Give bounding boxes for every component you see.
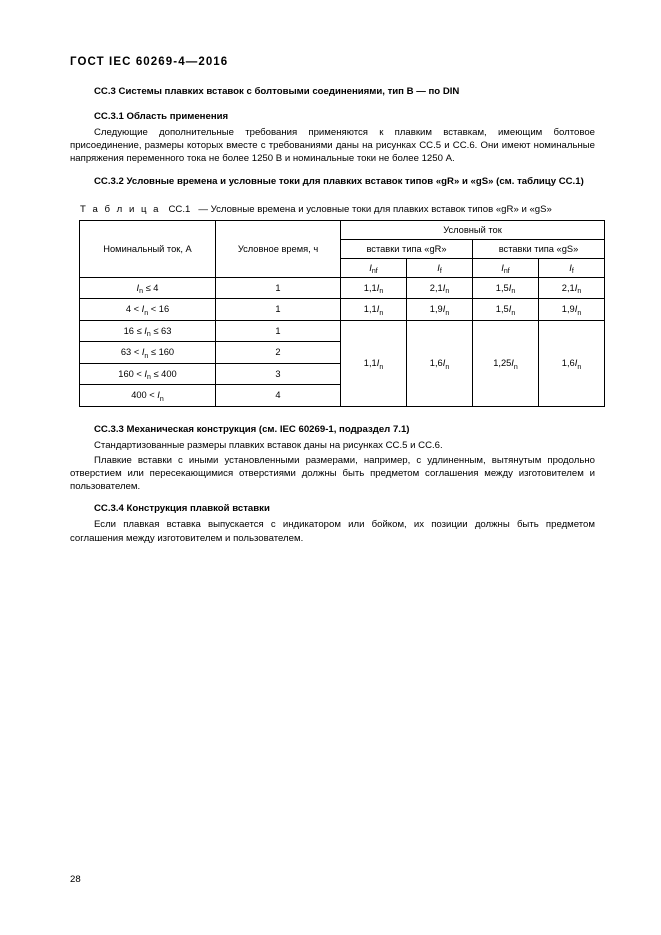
header-gr-inf: $I_{nf}$ — [341, 258, 407, 277]
paragraph-cc3-3-2: Плавкие вставки с иными установленными размерами, например, с удлиненным, вытянутым продольно отверстием или пересекающимися отверстиями должны быть предметом соглашения между изготовителем и пользователем. — [70, 454, 595, 493]
header-rated-current: Номинальный ток, А — [80, 220, 216, 277]
cell-rated-current: $I_n \le 4$ — [80, 277, 216, 299]
cell-gs-f: $1,9I_n$ — [539, 299, 605, 321]
cell-gr-f: $2,1I_n$ — [407, 277, 473, 299]
cell-gr-inf: $1,1I_n$ — [341, 299, 407, 321]
cell-time: 2 — [216, 342, 341, 364]
cell-time: 1 — [216, 277, 341, 299]
heading-cc3-2: CC.3.2 Условные времена и условные токи для плавких вставок типов «gR» и «gS» (см. таблицу CC.1) — [94, 175, 584, 187]
conventional-current-table — [79, 220, 605, 407]
cell-rated-current: $4 < I_n < 16$ — [80, 299, 216, 321]
header-type-gr: вставки типа «gR» — [341, 239, 473, 258]
table-caption — [70, 204, 595, 215]
cell-gs-inf: $1,5I_n$ — [473, 277, 539, 299]
cell-time: 3 — [216, 363, 341, 385]
cell-gr-inf-merged: $1,1I_n$ — [341, 320, 407, 406]
header-gr-f: $I_f$ — [407, 258, 473, 277]
table-row — [80, 320, 605, 342]
cell-gr-inf: $1,1I_n$ — [341, 277, 407, 299]
table-row — [80, 277, 605, 299]
heading-cc3-1: CC.3.1 Область применения — [94, 111, 229, 122]
page-number: 28 — [70, 874, 81, 885]
document-body — [70, 86, 595, 547]
paragraph-cc3-1: Следующие дополнительные требования применяются к плавким вставкам, имеющим болтовое присоединение, размеры которых вместе с требованиями даны на рисунках CC.5 и CC.6. Они имеют номинальные напряжения переменного тока не более 1250 В и номинальные токи не более 1250 А. — [70, 127, 595, 165]
cell-gs-f-merged: $1,6I_n$ — [539, 320, 605, 406]
table-caption-prefix: Т а б л и ц а — [80, 203, 161, 215]
heading-cc3: CC.3 Системы плавких вставок с болтовыми соединениями, тип B — по DIN — [94, 86, 460, 97]
cell-rated-current: $400 < I_n$ — [80, 385, 216, 407]
paragraph-cc3-4-1: Если плавкая вставка выпускается с индикатором или бойком, их позиции должны быть предметом соглашения между изготовителем и пользователем. — [70, 519, 595, 544]
header-conventional-current: Условный ток — [341, 220, 605, 239]
paragraph-cc3-3-1: Стандартизованные размеры плавких вставок даны на рисунках CC.5 и CC.6. — [94, 439, 443, 451]
heading-cc3-4: CC.3.4 Конструкция плавкой вставки — [94, 503, 270, 515]
table-caption-number: CC.1 — [168, 203, 191, 215]
cell-gr-f: $1,9I_n$ — [407, 299, 473, 321]
header-gs-inf: $I_{nf}$ — [473, 258, 539, 277]
cell-gs-inf: $1,5I_n$ — [473, 299, 539, 321]
header-gs-f: $I_f$ — [539, 258, 605, 277]
heading-cc3-3: CC.3.3 Механическая конструкция (см. IEC 60269-1, подраздел 7.1) — [94, 423, 410, 435]
table-header-row-1 — [80, 220, 605, 239]
header-type-gs: вставки типа «gS» — [473, 239, 605, 258]
page-header — [70, 56, 228, 68]
cell-rated-current: $63 < I_n \le 160$ — [80, 342, 216, 364]
cell-rated-current: $160 < I_n \le 400$ — [80, 363, 216, 385]
cell-rated-current: $16 \le I_n \le 63$ — [80, 320, 216, 342]
cell-gs-f: $2,1I_n$ — [539, 277, 605, 299]
cell-gs-inf-merged: $1,25I_n$ — [473, 320, 539, 406]
header-conventional-time: Условное время, ч — [216, 220, 341, 277]
cell-time: 1 — [216, 320, 341, 342]
standard-designation: ГОСТ IEC 60269-4—2016 — [70, 56, 229, 68]
table-caption-text: — Условные времена и условные токи для плавких вставок типов «gR» и «gS» — [198, 203, 552, 215]
table-row — [80, 299, 605, 321]
cell-time: 4 — [216, 385, 341, 407]
cell-gr-f-merged: $1,6I_n$ — [407, 320, 473, 406]
cell-time: 1 — [216, 299, 341, 321]
